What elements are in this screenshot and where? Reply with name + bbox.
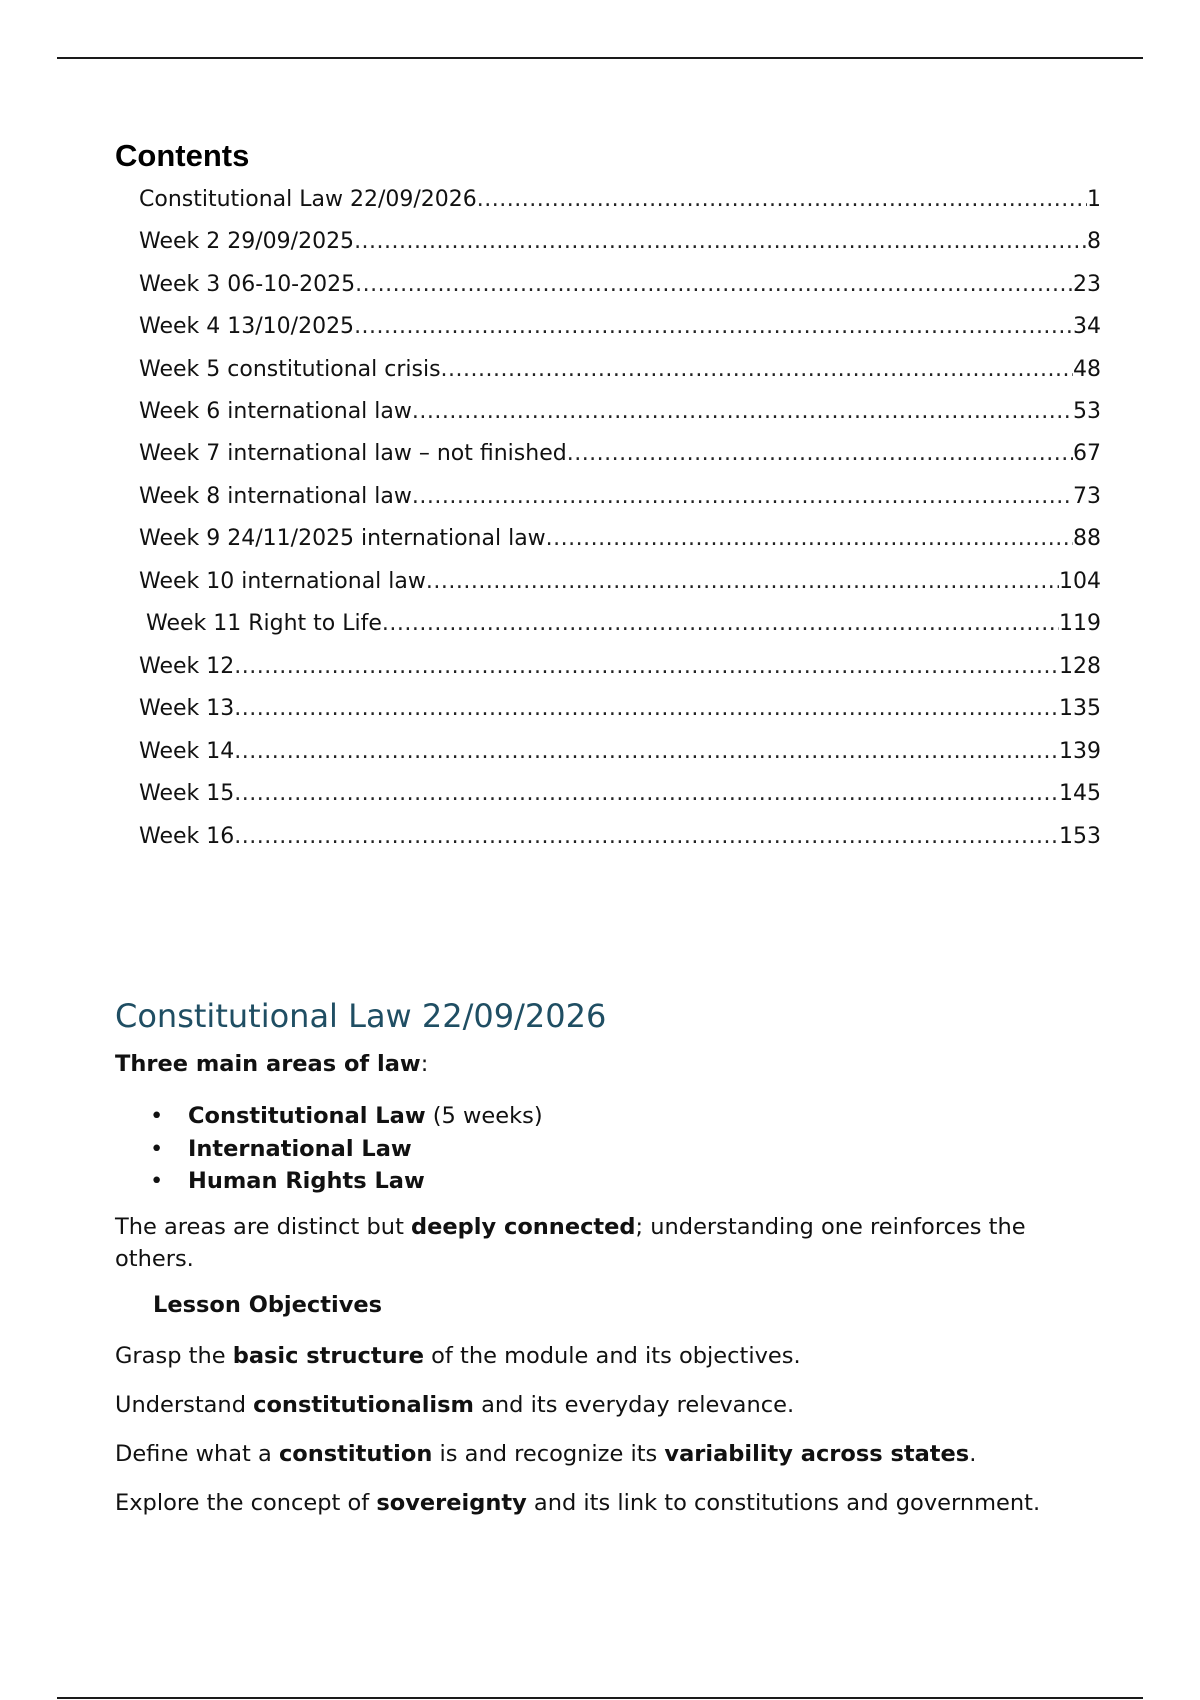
objectives-heading: Lesson Objectives bbox=[153, 1292, 383, 1318]
toc-entry-label: Week 9 24/11/2025 international law bbox=[139, 526, 546, 552]
toc-page-number: 23 bbox=[1073, 271, 1101, 297]
connected-paragraph bbox=[115, 1211, 1075, 1275]
list-item bbox=[115, 1100, 543, 1133]
bullet-icon: • bbox=[150, 1103, 164, 1129]
toc-page-number: 1 bbox=[1087, 187, 1101, 212]
emphasis: sovereignty bbox=[376, 1490, 527, 1516]
toc-entry-label: Week 6 international law bbox=[139, 398, 412, 424]
toc-dot-leader bbox=[234, 739, 1059, 764]
toc-page-number: 73 bbox=[1073, 483, 1101, 509]
emphasis: basic structure bbox=[232, 1343, 425, 1369]
text-run: . bbox=[969, 1441, 977, 1467]
area-name: International Law bbox=[188, 1135, 412, 1162]
toc-dot-leader bbox=[234, 654, 1059, 679]
areas-intro bbox=[115, 1048, 1075, 1080]
toc-heading: Contents bbox=[115, 138, 250, 173]
toc-entry[interactable] bbox=[139, 187, 1101, 229]
area-note: (5 weeks) bbox=[425, 1103, 543, 1129]
toc-page-number: 34 bbox=[1073, 314, 1101, 340]
bullet-icon: • bbox=[150, 1168, 164, 1194]
emphasis: deeply connected bbox=[411, 1214, 636, 1240]
emphasis: constitutionalism bbox=[253, 1392, 474, 1418]
objective-paragraph bbox=[115, 1340, 1075, 1372]
toc-entry[interactable] bbox=[139, 526, 1101, 568]
toc-page-number: 128 bbox=[1059, 653, 1101, 679]
objective-paragraph bbox=[115, 1389, 1075, 1421]
toc-dot-leader bbox=[546, 526, 1073, 551]
toc-entry-label: Week 10 international law bbox=[139, 568, 426, 594]
areas-intro-colon: : bbox=[420, 1051, 429, 1077]
toc-dot-leader bbox=[426, 569, 1059, 594]
text-run: of the module and its objectives. bbox=[424, 1343, 801, 1369]
toc-page-number: 119 bbox=[1059, 611, 1101, 637]
toc-entry[interactable] bbox=[139, 484, 1101, 526]
toc-page-number: 139 bbox=[1059, 738, 1101, 764]
toc-entry[interactable] bbox=[139, 654, 1101, 697]
header-rule bbox=[57, 57, 1143, 59]
toc-dot-leader bbox=[412, 399, 1073, 424]
toc-entry[interactable] bbox=[139, 229, 1101, 271]
toc-entry-label: Week 2 29/09/2025 bbox=[139, 229, 355, 255]
toc-entry[interactable] bbox=[139, 739, 1101, 782]
table-of-contents bbox=[139, 187, 1101, 867]
emphasis: constitution bbox=[278, 1441, 433, 1467]
toc-entry-label: Week 3 06-10-2025 bbox=[139, 271, 356, 297]
toc-page-number: 145 bbox=[1059, 781, 1101, 807]
toc-entry-label: Constitutional Law 22/09/2026 bbox=[139, 187, 477, 212]
objective-paragraph bbox=[115, 1438, 1075, 1470]
toc-entry-label: Week 11 Right to Life bbox=[139, 611, 382, 637]
areas-intro-bold: Three main areas of law bbox=[115, 1051, 421, 1077]
toc-entry[interactable] bbox=[139, 569, 1101, 612]
text-run: and its everyday relevance. bbox=[473, 1392, 795, 1418]
bullet-icon: • bbox=[150, 1135, 164, 1162]
toc-dot-leader bbox=[567, 441, 1073, 466]
toc-entry-label: Week 12 bbox=[139, 653, 235, 679]
toc-entry-label: Week 16 bbox=[139, 824, 235, 850]
text-run: and its link to constitutions and government. bbox=[526, 1490, 1041, 1516]
toc-entry-label: Week 5 constitutional crisis bbox=[139, 356, 441, 382]
toc-dot-leader bbox=[234, 781, 1059, 806]
toc-entry-label: Week 8 international law bbox=[139, 483, 412, 509]
toc-entry[interactable] bbox=[139, 314, 1101, 356]
toc-entry[interactable] bbox=[139, 611, 1101, 654]
toc-entry[interactable] bbox=[139, 399, 1101, 441]
toc-page-number: 135 bbox=[1059, 696, 1101, 722]
text-run: Understand bbox=[115, 1392, 254, 1418]
toc-dot-leader bbox=[412, 484, 1073, 509]
toc-dot-leader bbox=[441, 357, 1073, 382]
emphasis: variability across states bbox=[664, 1441, 970, 1467]
objective-paragraph bbox=[115, 1487, 1075, 1519]
section-heading: Constitutional Law 22/09/2026 bbox=[115, 997, 607, 1035]
toc-page-number: 48 bbox=[1073, 356, 1101, 382]
text-run: Explore the concept of bbox=[115, 1490, 377, 1516]
areas-list bbox=[115, 1100, 543, 1198]
toc-entry[interactable] bbox=[139, 824, 1101, 867]
toc-page-number: 8 bbox=[1087, 229, 1101, 255]
toc-page-number: 153 bbox=[1059, 824, 1101, 850]
toc-page-number: 88 bbox=[1073, 526, 1101, 552]
toc-dot-leader bbox=[382, 611, 1059, 636]
toc-page-number: 67 bbox=[1073, 441, 1101, 467]
toc-dot-leader bbox=[234, 824, 1059, 849]
toc-entry-label: Week 13 bbox=[139, 696, 235, 722]
toc-dot-leader bbox=[355, 272, 1073, 297]
list-item bbox=[115, 1165, 543, 1198]
toc-dot-leader bbox=[477, 187, 1087, 212]
toc-entry[interactable] bbox=[139, 781, 1101, 824]
text-run: Define what a bbox=[115, 1441, 279, 1467]
toc-entry[interactable] bbox=[139, 272, 1101, 314]
list-item bbox=[115, 1133, 543, 1166]
area-name: Constitutional Law bbox=[188, 1103, 426, 1129]
toc-page-number: 53 bbox=[1073, 398, 1101, 424]
text-run: is and recognize its bbox=[432, 1441, 665, 1467]
area-name: Human Rights Law bbox=[188, 1168, 425, 1194]
text-run: ; understanding one reinforces the others. bbox=[115, 1214, 1026, 1272]
toc-entry-label: Week 15 bbox=[139, 781, 235, 807]
toc-entry[interactable] bbox=[139, 696, 1101, 739]
toc-entry[interactable] bbox=[139, 357, 1101, 399]
footer-rule bbox=[57, 1697, 1143, 1699]
text-run: Grasp the bbox=[115, 1343, 233, 1369]
toc-entry-label: Week 14 bbox=[139, 738, 235, 764]
toc-dot-leader bbox=[354, 229, 1087, 254]
toc-entry[interactable] bbox=[139, 441, 1101, 483]
toc-dot-leader bbox=[354, 314, 1073, 339]
toc-entry-label: Week 4 13/10/2025 bbox=[139, 314, 355, 340]
toc-dot-leader bbox=[234, 696, 1059, 721]
toc-page-number: 104 bbox=[1059, 568, 1101, 594]
toc-entry-label: Week 7 international law – not finished bbox=[139, 441, 567, 467]
text-run: The areas are distinct but bbox=[115, 1214, 412, 1240]
